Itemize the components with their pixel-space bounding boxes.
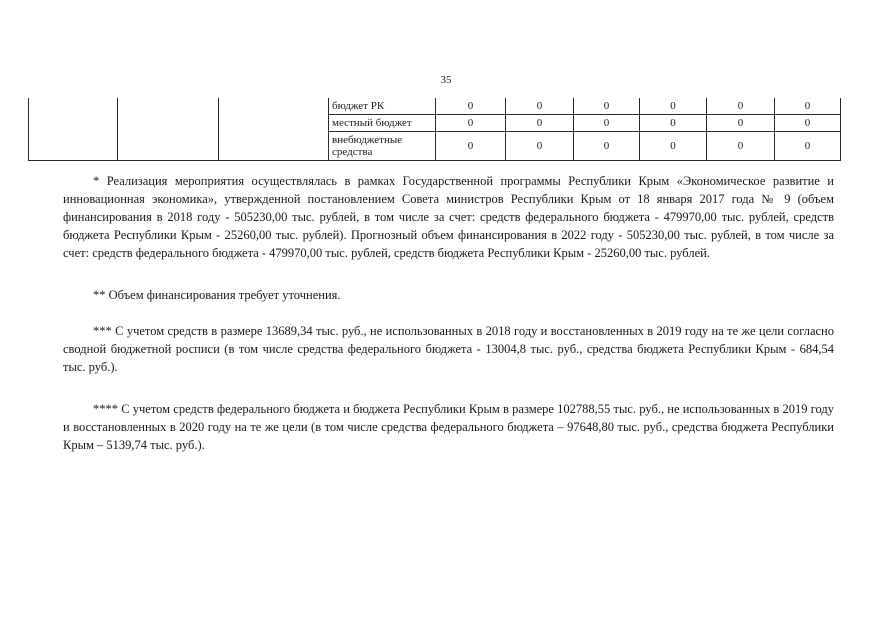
table-cell-empty (219, 98, 329, 161)
funding-source-cell: внебюджетные средства (329, 132, 436, 161)
footnote-1-text: * Реализация мероприятия осуществлялась в рамках Государственной программы Республики Крым «Экономическое развитие и инновационная экономика», утвержденной постановлением Совета министров Республики Крым от 18 января 2017 года № 9 (объем финансирования в 2018 году - 505230,00 тыс. рублей, в том числе за счет: средств федерального бюджета - 479970,00 тыс. рублей, средств бюджета Республики Крым - 25260,00 тыс. рублей). Прогнозный объем финансирования в 2022 году - 505230,00 тыс. рублей, в том числе за счет: средств федерального бюджета - 479970,00 тыс. рублей, средств бюджета Республики Крым - 25260,00 тыс. рублей. (63, 174, 834, 260)
value-cell: 0 (574, 115, 640, 132)
funding-source-cell: местный бюджет (329, 115, 436, 132)
footnote-1 (63, 172, 834, 262)
value-cell: 0 (436, 98, 506, 115)
value-cell: 0 (574, 98, 640, 115)
value-cell: 0 (707, 98, 775, 115)
budget-table (28, 98, 841, 161)
table-cell-empty (29, 98, 118, 161)
footnote-2-text: ** Объем финансирования требует уточнения. (93, 288, 341, 302)
value-cell: 0 (506, 132, 574, 161)
footnote-2 (63, 286, 834, 304)
value-cell: 0 (775, 132, 841, 161)
footnote-3-text: *** С учетом средств в размере 13689,34 тыс. руб., не использованных в 2018 году и восстановленных в 2019 году на те же цели согласно сводной бюджетной росписи (в том числе средства федерального бюджета - 13004,8 тыс. руб., средства бюджета Республики Крым - 684,54 тыс. руб.). (63, 324, 834, 374)
value-cell: 0 (640, 132, 707, 161)
footnote-4-text: **** С учетом средств федерального бюджета и бюджета Республики Крым в размере 102788,55 тыс. руб., не использованных в 2019 году и восстановленных в 2020 году на те же цели (в том числе средства федерального бюджета – 97648,80 тыс. руб., средства бюджета Республики Крым – 5139,74 тыс. руб.). (63, 402, 834, 452)
value-cell: 0 (640, 115, 707, 132)
footnote-4 (63, 400, 834, 454)
value-cell: 0 (506, 115, 574, 132)
table-row (29, 98, 841, 115)
value-cell: 0 (436, 132, 506, 161)
value-cell: 0 (574, 132, 640, 161)
table-cell-empty (118, 98, 219, 161)
value-cell: 0 (640, 98, 707, 115)
value-cell: 0 (436, 115, 506, 132)
value-cell: 0 (707, 132, 775, 161)
funding-source-cell: бюджет РК (329, 98, 436, 115)
value-cell: 0 (775, 115, 841, 132)
footnote-3 (63, 322, 834, 376)
value-cell: 0 (707, 115, 775, 132)
value-cell: 0 (506, 98, 574, 115)
page-number: 35 (440, 74, 452, 86)
value-cell: 0 (775, 98, 841, 115)
